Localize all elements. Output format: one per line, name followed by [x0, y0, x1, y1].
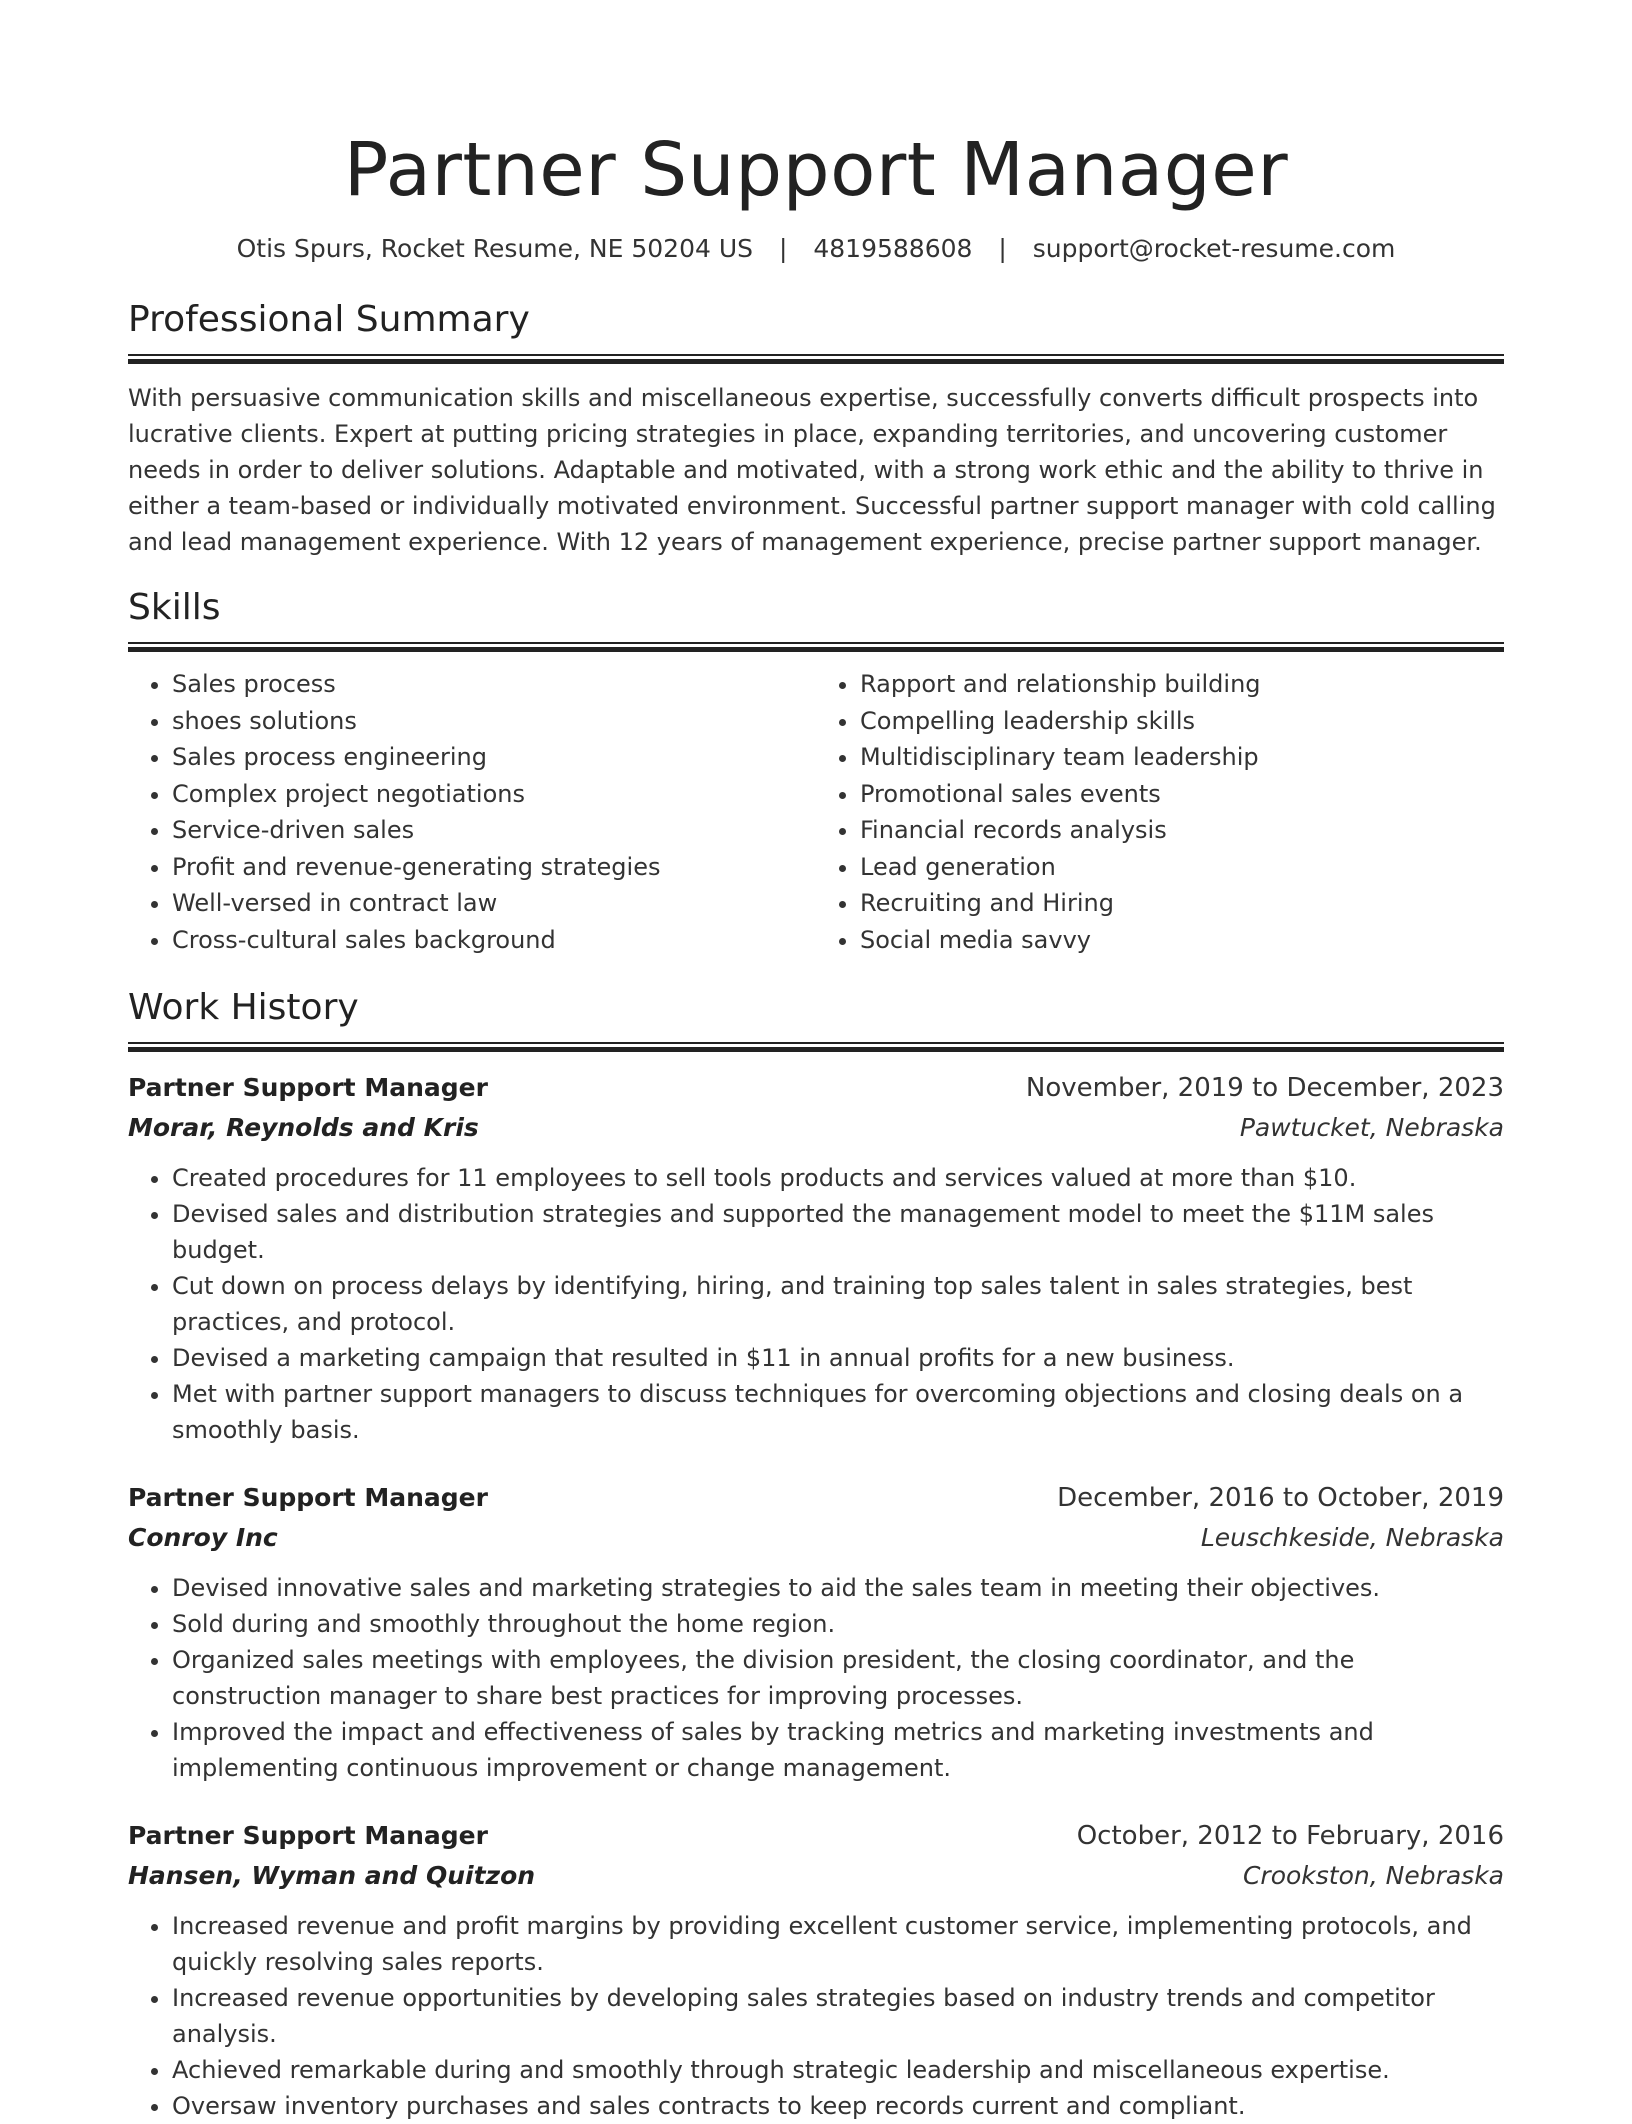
skill-item: • Complex project negotiations [172, 776, 816, 813]
skill-item: • Multidisciplinary team leadership [860, 739, 1504, 776]
skill-item: • Social media savvy [860, 922, 1504, 959]
summary-text: With persuasive communication skills and miscellaneous expertise, successfully converts difficult prospects into lucrative clients. Expert at putting pricing strategies in place, expanding territories, and uncovering customer needs in order to deliver solutions. Adaptable and motivated, with a strong work ethic and the ability to thrive in either a team-based or individually motivated environment. Successful partner support manager with cold calling and lead management experience. With 12 years of management experience, precise partner support manager. [128, 384, 1496, 556]
job-bullet: • Increased revenue and profit margins by providing excellent customer service, implementing protocols, and quickly resolving sales reports. [172, 1908, 1504, 1980]
skill-item: • Well-versed in contract law [172, 885, 816, 922]
section-title-work: Work History [128, 987, 359, 1028]
job-location: Leuschkeside, Nebraska [1200, 1523, 1504, 1552]
job-title: Partner Support Manager [128, 1821, 488, 1850]
job-title: Partner Support Manager [128, 1483, 488, 1512]
contact-separator: | [778, 234, 788, 263]
section-title-skills: Skills [128, 587, 221, 628]
summary-section [128, 296, 1504, 560]
job-location: Pawtucket, Nebraska [1239, 1113, 1504, 1142]
job-company: Morar, Reynolds and Kris [128, 1113, 479, 1142]
job-bullet: • Oversaw inventory purchases and sales contracts to keep records current and compliant. [172, 2088, 1504, 2124]
section-divider [128, 354, 1504, 364]
job-bullet: • Cut down on process delays by identifying, hiring, and training top sales talent in sales strategies, best practices, and protocol. [172, 1268, 1504, 1340]
resume-page [128, 0, 1504, 2124]
skill-item: • Sales process [172, 666, 816, 703]
skill-item: • Financial records analysis [860, 812, 1504, 849]
job-location: Crookston, Nebraska [1242, 1861, 1504, 1890]
contact-line [128, 232, 1504, 266]
job-bullet: • Devised sales and distribution strategies and supported the management model to meet the $11M sales budget. [172, 1196, 1504, 1268]
section-title-summary: Professional Summary [128, 299, 530, 340]
job-bullet: • Sold during and smoothly throughout the home region. [172, 1606, 1504, 1642]
skill-item: • Recruiting and Hiring [860, 885, 1504, 922]
skill-item: • Compelling leadership skills [860, 703, 1504, 740]
job-company: Conroy Inc [128, 1523, 278, 1552]
skill-item: • Service-driven sales [172, 812, 816, 849]
job-dates: November, 2019 to December, 2023 [1025, 1073, 1504, 1103]
job-bullet: • Organized sales meetings with employees, the division president, the closing coordinator, and the construction manager to share best practices for improving processes. [172, 1642, 1504, 1714]
skill-item: • Profit and revenue-generating strategies [172, 849, 816, 886]
job-bullet: • Met with partner support managers to discuss techniques for overcoming objections and closing deals on a smoothly basis. [172, 1376, 1504, 1448]
contact-phone: 4819588608 [813, 234, 973, 263]
job-bullet: • Created procedures for 11 employees to sell tools products and services valued at more than $10. [172, 1160, 1504, 1196]
skills-column-left [128, 666, 816, 958]
skill-item: • Sales process engineering [172, 739, 816, 776]
job-bullet: • Increased revenue opportunities by developing sales strategies based on industry trends and competitor analysis. [172, 1980, 1504, 2052]
skill-item: • shoes solutions [172, 703, 816, 740]
job-dates: October, 2012 to February, 2016 [1076, 1821, 1504, 1851]
section-divider [128, 1042, 1504, 1052]
job-bullet: • Achieved remarkable during and smoothly through strategic leadership and miscellaneous expertise. [172, 2052, 1504, 2088]
job-bullets [128, 1570, 1504, 1786]
skill-item: • Lead generation [860, 849, 1504, 886]
work-history-section [128, 984, 1504, 2124]
skill-item: • Cross-cultural sales background [172, 922, 816, 959]
job-company: Hansen, Wyman and Quitzon [128, 1861, 536, 1890]
contact-email: support@rocket-resume.com [1032, 234, 1396, 263]
skills-list [128, 666, 1504, 958]
job-dates: December, 2016 to October, 2019 [1057, 1483, 1504, 1513]
job-title: Partner Support Manager [128, 1073, 488, 1102]
skill-item: • Promotional sales events [860, 776, 1504, 813]
contact-address: Otis Spurs, Rocket Resume, NE 50204 US [236, 234, 754, 263]
job-entry [128, 1816, 1504, 2124]
section-divider [128, 642, 1504, 652]
job-entry [128, 1478, 1504, 1786]
resume-title: Partner Support Manager [343, 127, 1289, 213]
job-bullets [128, 1160, 1504, 1448]
job-entry [128, 1068, 1504, 1448]
skill-item: • Rapport and relationship building [860, 666, 1504, 703]
job-bullets [128, 1908, 1504, 2124]
job-bullet: • Devised a marketing campaign that resulted in $11 in annual profits for a new business. [172, 1340, 1504, 1376]
job-bullet: • Improved the impact and effectiveness of sales by tracking metrics and marketing investments and implementing continuous improvement or change management. [172, 1714, 1504, 1786]
job-bullet: • Devised innovative sales and marketing strategies to aid the sales team in meeting their objectives. [172, 1570, 1504, 1606]
skills-column-right [816, 666, 1504, 958]
skills-section [128, 584, 1504, 958]
contact-separator: | [998, 234, 1007, 263]
